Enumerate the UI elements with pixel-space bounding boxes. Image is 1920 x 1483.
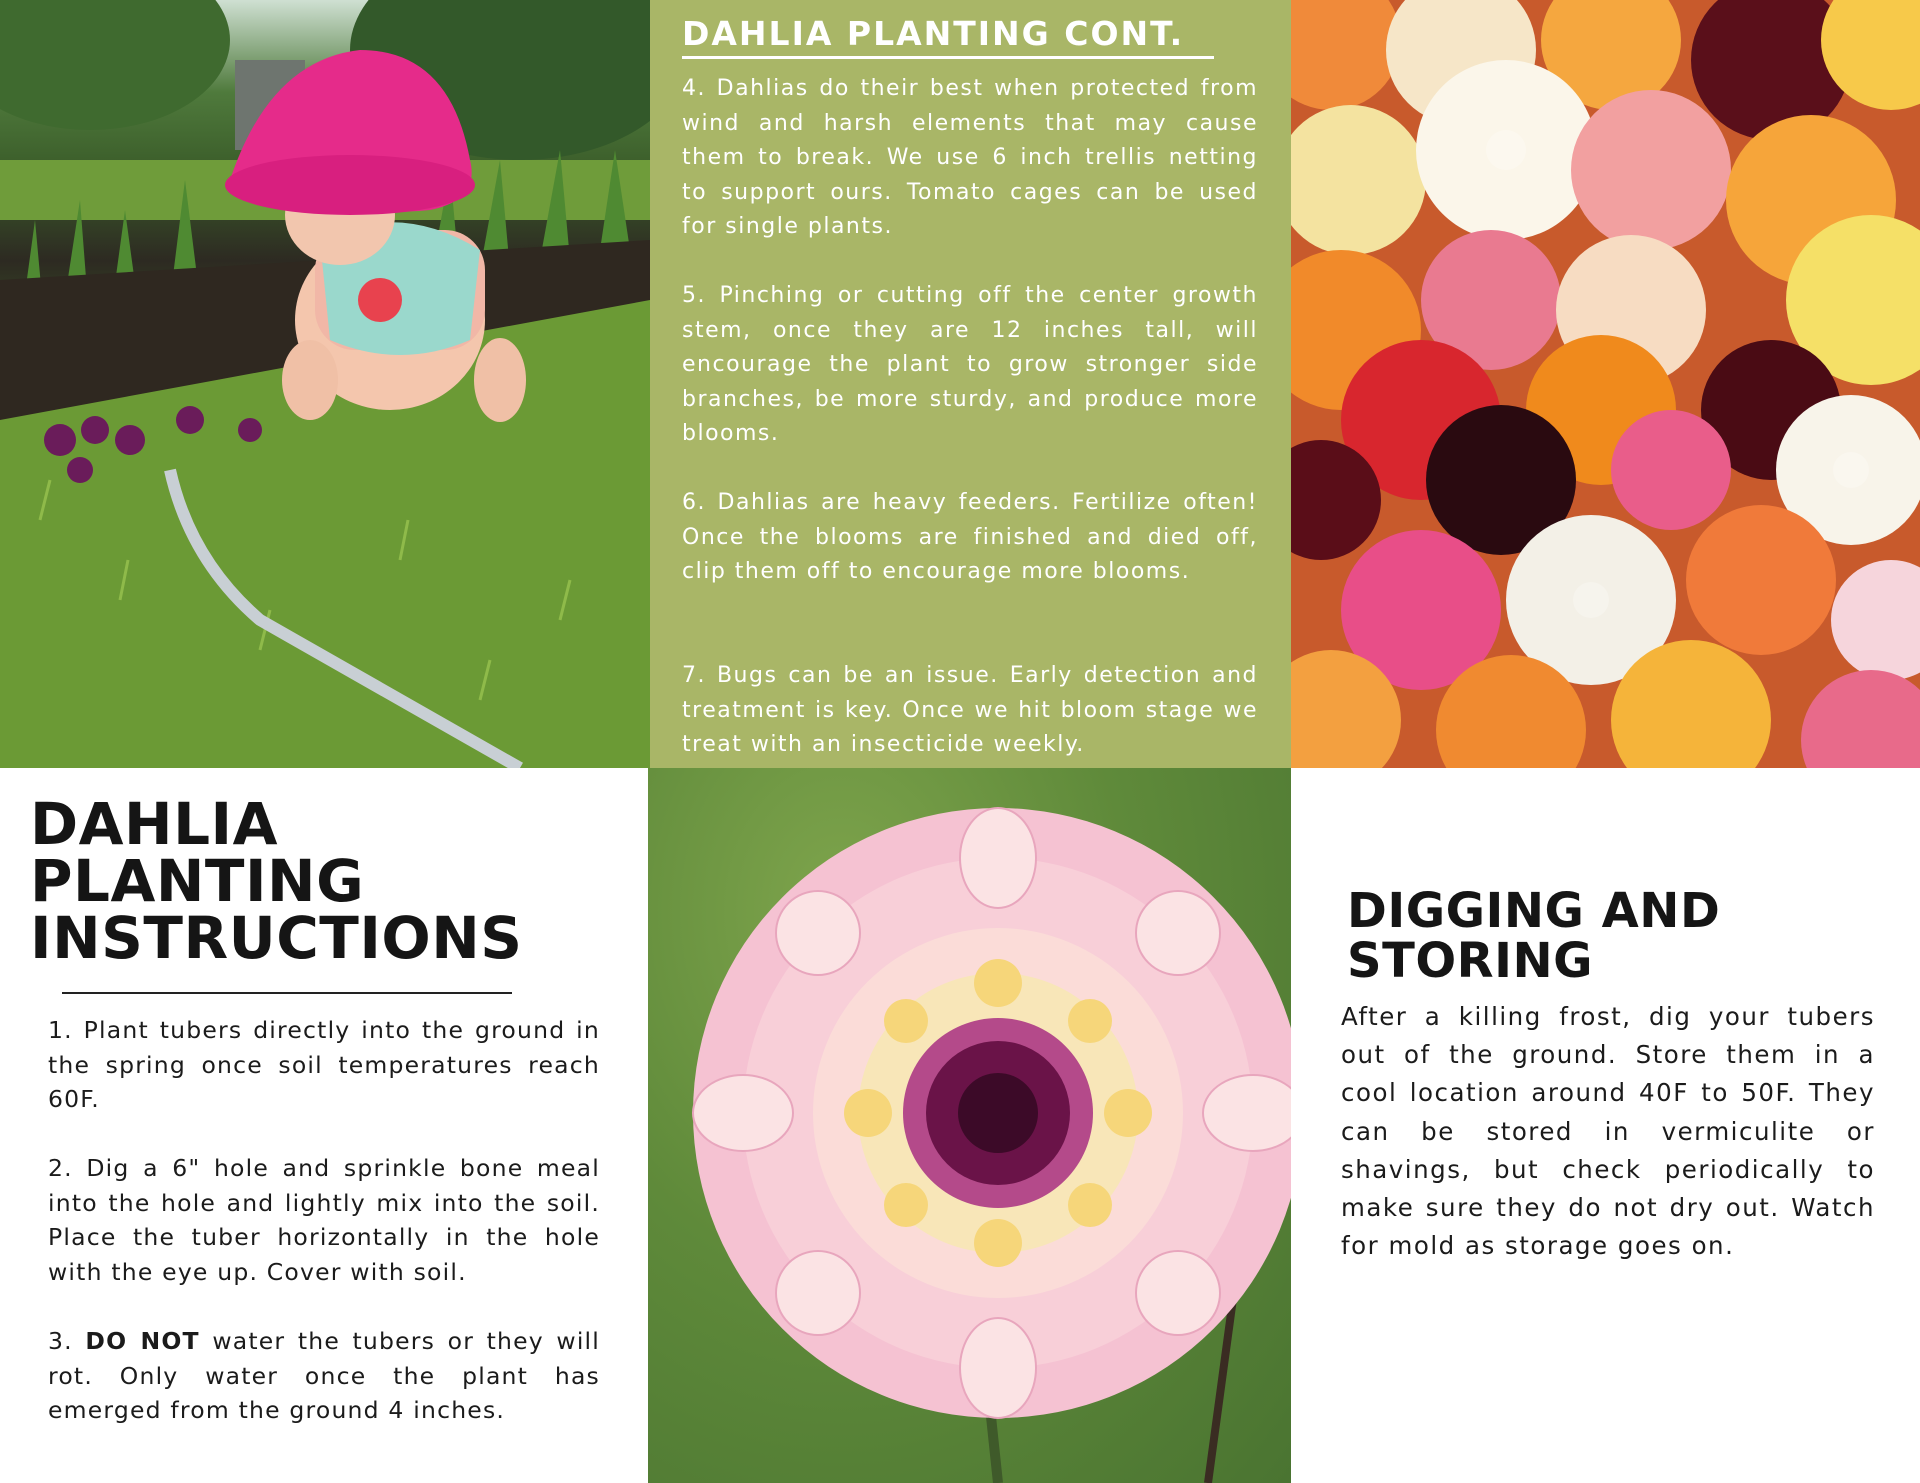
- title-line: DAHLIA: [30, 790, 278, 858]
- photo-single-dahlia: [648, 768, 1291, 1483]
- step-3: [48, 1324, 600, 1428]
- title-line: STORING: [1347, 933, 1594, 989]
- title-line: INSTRUCTIONS: [30, 904, 523, 972]
- step-3-text: water the tubers or they will rot. Only water once the plant has emerged from the ground 4 inches.: [48, 1327, 601, 1424]
- step-3-emphasis: DO NOT: [85, 1327, 200, 1355]
- digging-storing-panel: [1291, 768, 1920, 1483]
- title-line: DIGGING AND: [1347, 883, 1721, 939]
- title-underline: [62, 992, 512, 994]
- step-1: 1. Plant tubers directly into the ground in the spring once soil temperatures reach 60F.: [48, 1016, 600, 1113]
- planting-continued-title: DAHLIA PLANTING CONT.: [682, 14, 1185, 53]
- title-line: PLANTING: [30, 847, 365, 915]
- digging-storing-body: After a killing frost, dig your tubers out of the ground. Store them in a cool location around 40F to 50F. They can be stored in vermiculite or shavings, but check periodically to make sure they do not dry out. Watch for mold as storage goes on.: [1341, 1002, 1875, 1261]
- title-underline: [682, 56, 1214, 59]
- dahlia-bouquet-illustration: [1291, 0, 1920, 768]
- planting-continued-panel: [650, 0, 1291, 768]
- single-dahlia-illustration: [648, 768, 1291, 1483]
- planting-instructions-title: [30, 790, 523, 972]
- photo-dahlia-bouquet: [1291, 0, 1920, 768]
- planting-instructions-panel: [0, 768, 648, 1483]
- photo-child-in-garden: [0, 0, 650, 768]
- step-2: 2. Dig a 6" hole and sprinkle bone meal into the hole and lightly mix into the soil. Place the tuber horizontally in the hole with the eye up. Cover with soil.: [48, 1154, 600, 1286]
- child-garden-illustration: [0, 0, 650, 768]
- step-6: 6. Dahlias are heavy feeders. Fertilize often! Once the blooms are finished and died off, clip them off to encourage more blooms.: [682, 490, 1258, 584]
- digging-storing-title: [1347, 883, 1721, 989]
- step-5: 5. Pinching or cutting off the center growth stem, once they are 12 inches tall, will encourage the plant to grow stronger side branches, be more sturdy, and produce more blooms.: [682, 283, 1258, 446]
- step-3-number: 3.: [48, 1327, 73, 1355]
- step-4: 4. Dahlias do their best when protected from wind and harsh elements that may cause them to break. We use 6 inch trellis netting to support ours. Tomato cages can be used for single plants.: [682, 76, 1258, 239]
- step-7: 7. Bugs can be an issue. Early detection and treatment is key. Once we hit bloom stage we treat with an insecticide weekly.: [682, 663, 1258, 757]
